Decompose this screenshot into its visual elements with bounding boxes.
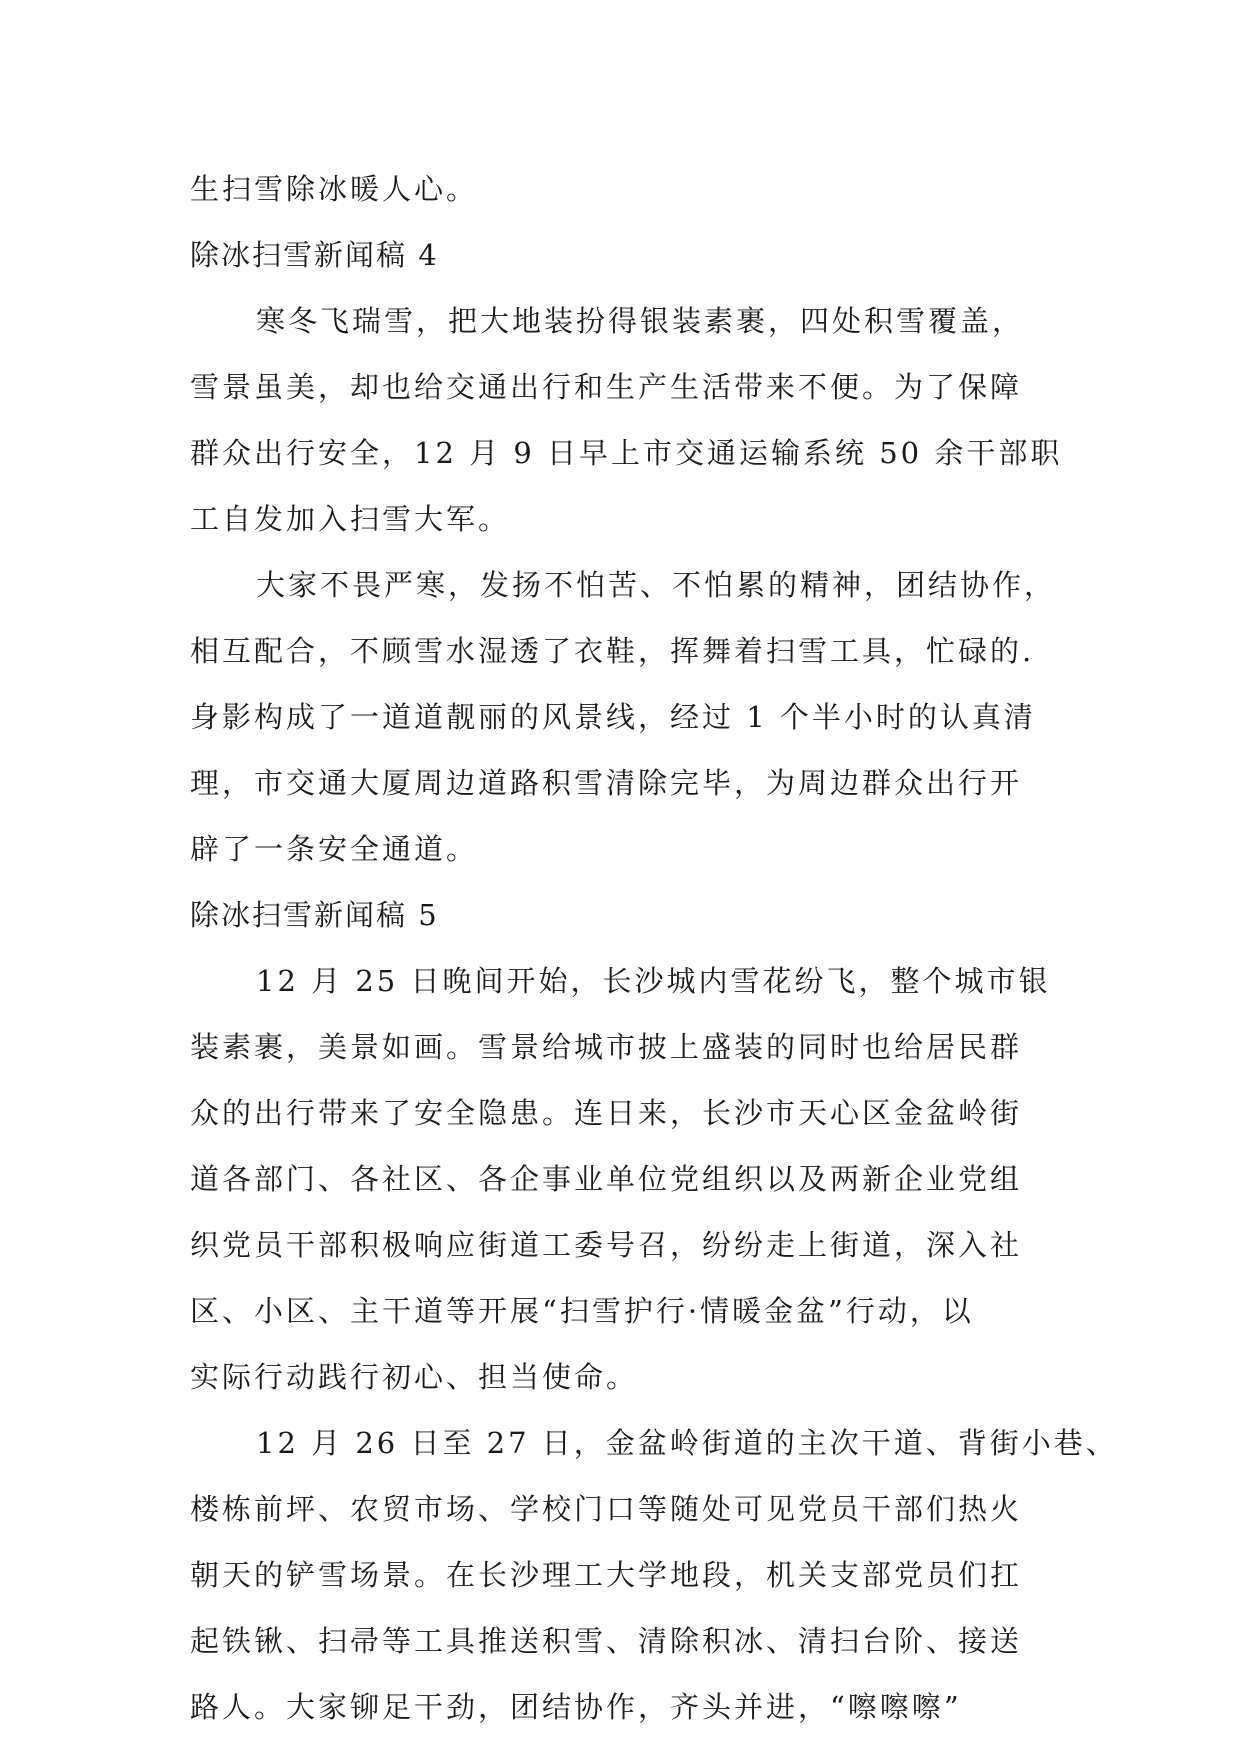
text-line: 众的出行带来了安全隐患。连日来，长沙市天心区金盆岭街 (190, 1096, 1023, 1130)
text-line: 织党员干部积极响应街道工委号召，纷纷走上街道，深入社 (190, 1228, 1023, 1262)
text-line: 生扫雪除冰暖人心。 (190, 172, 479, 206)
text-line: 群众出行安全，12 月 9 日早上市交通运输系统 50 余干部职 (190, 436, 1063, 470)
text-line: 身影构成了一道道靓丽的风景线，经过 1 个半小时的认真清 (190, 700, 1036, 734)
paragraph-first-line: 大家不畏严寒，发扬不怕苦、不怕累的精神，团结协作， (256, 568, 1057, 602)
text-line: 理，市交通大厦周边道路积雪清除完毕，为周边群众出行开 (190, 766, 1023, 800)
text-line: 区、小区、主干道等开展“扫雪护行·情暖金盆”行动，以 (190, 1294, 974, 1328)
document-page (190, 156, 1118, 1740)
text-line: 路人。大家铆足干劲，团结协作，齐头并进，“嚓嚓嚓” (190, 1690, 962, 1724)
text-line: 楼栋前坪、农贸市场、学校门口等随处可见党员干部们热火 (190, 1492, 1023, 1526)
text-line: 实际行动践行初心、担当使命。 (190, 1360, 639, 1394)
text-line: 辟了一条安全通道。 (190, 832, 479, 866)
text-line: 相互配合，不顾雪水湿透了衣鞋，挥舞着扫雪工具，忙碌的. (190, 634, 1035, 668)
section-heading: 除冰扫雪新闻稿 5 (190, 898, 439, 932)
text-line: 装素裹，美景如画。雪景给城市披上盛装的同时也给居民群 (190, 1030, 1023, 1064)
text-line: 道各部门、各社区、各企事业单位党组织以及两新企业党组 (190, 1162, 1023, 1196)
paragraph-first-line: 寒冬飞瑞雪，把大地装扮得银装素裹，四处积雪覆盖， (256, 304, 1025, 338)
section-heading: 除冰扫雪新闻稿 4 (190, 238, 439, 272)
text-line: 起铁锹、扫帚等工具推送积雪、清除积冰、清扫台阶、接送 (190, 1624, 1023, 1658)
text-line: 雪景虽美，却也给交通出行和生产生活带来不便。为了保障 (190, 370, 1023, 404)
paragraph-first-line: 12 月 26 日至 27 日，金盆岭街道的主次干道、背街小巷、 (256, 1426, 1118, 1460)
paragraph-first-line: 12 月 25 日晚间开始，长沙城内雪花纷飞，整个城市银 (256, 964, 1051, 998)
text-line: 朝天的铲雪场景。在长沙理工大学地段，机关支部党员们扛 (190, 1558, 1023, 1592)
text-line: 工自发加入扫雪大军。 (190, 502, 511, 536)
